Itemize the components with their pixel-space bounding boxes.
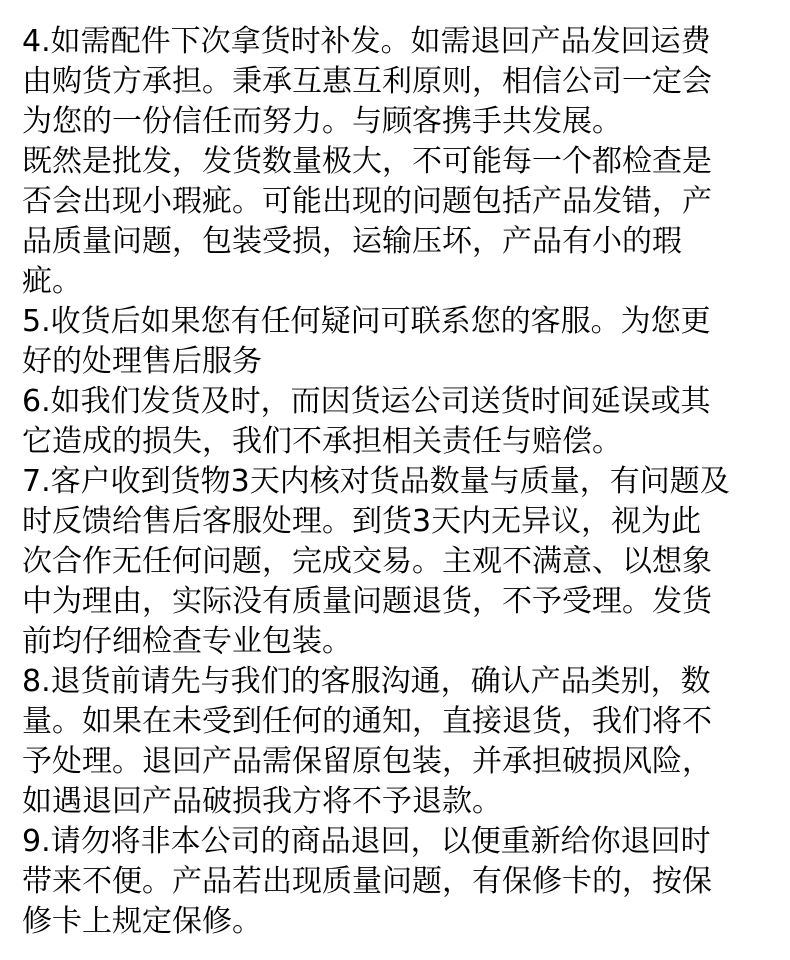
text-line-8: 5.收货后如果您有任何疑问可联系您的客服。为您更 — [22, 304, 711, 339]
text-line-19: 予处理。退回产品需保留原包装，并承担破损风险， — [22, 744, 712, 779]
text-line-11: 它造成的损失，我们不承担相关责任与赔偿。 — [22, 424, 622, 459]
text-line-13: 时反馈给售后客服处理。到货3天内无异议，视为此 — [22, 504, 702, 539]
text-line-7: 疵。 — [22, 264, 82, 299]
text-line-10: 6.如我们发货及时，而因货运公司送货时间延误或其 — [22, 384, 711, 419]
text-line-23: 修卡上规定保修。 — [22, 904, 262, 939]
text-line-5: 否会出现小瑕疵。可能出现的问题包括产品发错，产 — [22, 184, 712, 219]
text-line-20: 如遇退回产品破损我方将不予退款。 — [22, 784, 502, 819]
text-line-12: 7.客户收到货物3天内核对货品数量与质量，有问题及 — [22, 464, 730, 499]
text-line-16: 前均仔细检查专业包装。 — [22, 624, 352, 659]
text-line-1: 4.如需配件下次拿货时补发。如需退回产品发回运费 — [22, 24, 711, 59]
text-line-21: 9.请勿将非本公司的商品退回，以便重新给你退回时 — [22, 824, 711, 859]
text-line-4: 既然是批发，发货数量极大，不可能每一个都检查是 — [22, 144, 712, 179]
text-line-17: 8.退货前请先与我们的客服沟通，确认产品类别，数 — [22, 664, 711, 699]
text-line-2: 由购货方承担。秉承互惠互利原则，相信公司一定会 — [22, 64, 712, 99]
text-line-9: 好的处理售后服务 — [22, 344, 262, 379]
text-line-18: 量。如果在未受到任何的通知，直接退货，我们将不 — [22, 704, 712, 739]
text-line-15: 中为理由，实际没有质量问题退货，不予受理。发货 — [22, 584, 712, 619]
text-line-14: 次合作无任何问题，完成交易。主观不满意、以想象 — [22, 544, 712, 579]
text-line-22: 带来不便。产品若出现质量问题，有保修卡的，按保 — [22, 864, 712, 899]
text-line-3: 为您的一份信任而努力。与顾客携手共发展。 — [22, 104, 622, 139]
text-line-6: 品质量问题，包装受损，运输压坏，产品有小的瑕 — [22, 224, 682, 259]
